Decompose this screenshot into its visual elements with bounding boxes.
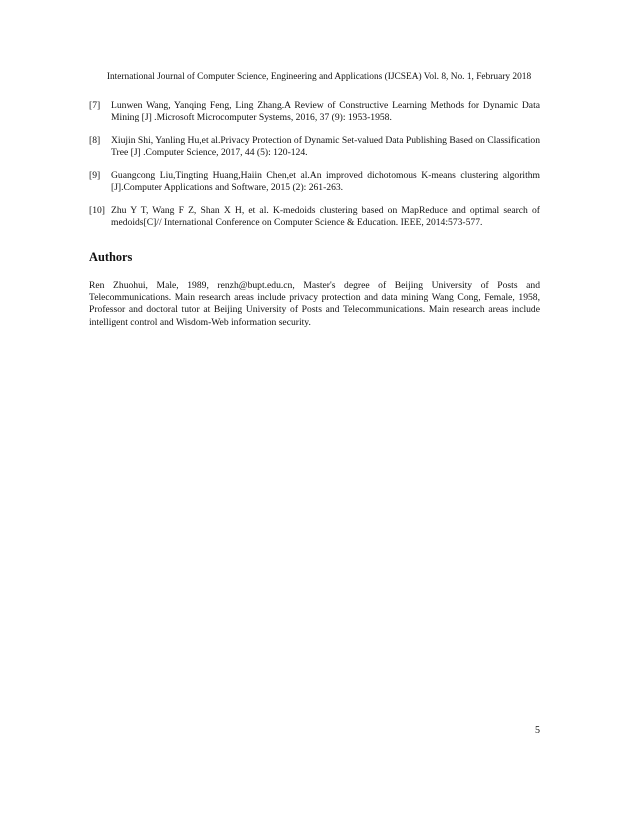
reference-text: Xiujin Shi, Yanling Hu,et al.Privacy Protection of Dynamic Set-valued Data Publishing Based on Classification Tree [J] .Computer Science, 2017, 44 (5): 120-124.: [111, 135, 540, 159]
reference-number: [9]: [89, 170, 101, 181]
reference-number: [10]: [89, 205, 105, 216]
reference-number: [7]: [89, 100, 101, 111]
reference-item-9: [89, 170, 540, 194]
authors-heading: Authors: [89, 250, 133, 264]
reference-item-7: [89, 100, 540, 124]
reference-item-10: [89, 205, 540, 229]
reference-text: Guangcong Liu,Tingting Huang,Haiin Chen,et al.An improved dichotomous K-means clustering algorithm [J].Computer Applications and Software, 2015 (2): 261-263.: [111, 170, 540, 194]
reference-number: [8]: [89, 135, 101, 146]
page-number: 5: [535, 725, 540, 736]
reference-list: [89, 100, 540, 240]
reference-text: Lunwen Wang, Yanqing Feng, Ling Zhang.A Review of Constructive Learning Methods for Dynamic Data Mining [J] .Microsoft Microcomputer Systems, 2016, 37 (9): 1953-1958.: [111, 100, 540, 124]
reference-text: Zhu Y T, Wang F Z, Shan X H, et al. K-medoids clustering based on MapReduce and optimal search of medoids[C]// International Conference on Computer Science & Education. IEEE, 2014:573-577.: [111, 205, 540, 229]
running-header: International Journal of Computer Science, Engineering and Applications (IJCSEA) Vol. 8, No. 1, February 2018: [106, 72, 532, 82]
authors-paragraph: Ren Zhuohui, Male, 1989, renzh@bupt.edu.cn, Master's degree of Beijing University of Posts and Telecommunications. Main research areas include privacy protection and data mining Wang Cong, Female, 1958, Professor and doctoral tutor at Beijing University of Posts and Telecommunications. Main research areas include intelligent control and Wisdom-Web information security.: [89, 280, 540, 328]
reference-item-8: [89, 135, 540, 159]
